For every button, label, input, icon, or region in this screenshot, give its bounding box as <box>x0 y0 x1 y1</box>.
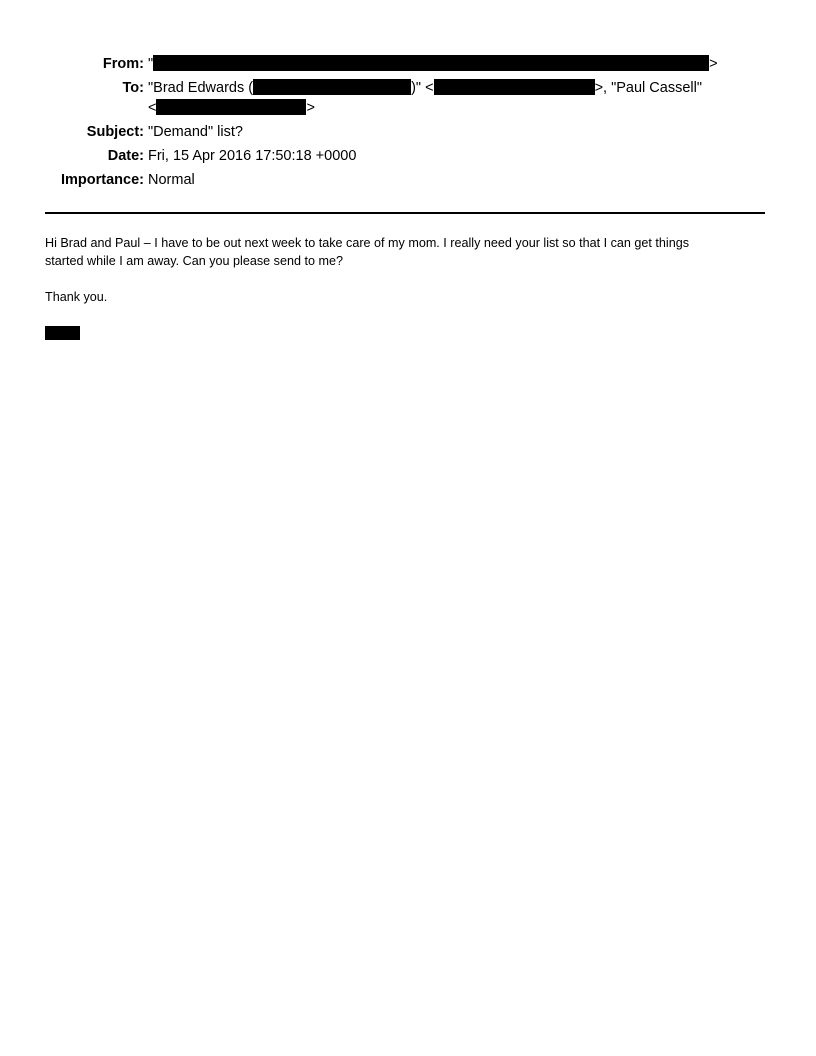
to-part1: "Brad Edwards ( <box>148 80 254 96</box>
subject-row <box>0 123 816 145</box>
to-line2-prefix: < <box>148 100 157 116</box>
from-suffix: > <box>709 56 718 72</box>
message-paragraph <box>45 234 765 270</box>
from-value <box>148 55 718 73</box>
from-row <box>0 55 816 77</box>
subject-label: Subject: <box>86 124 144 140</box>
message-line: Hi Brad and Paul – I have to be out next week to take care of my mom. I really need your list so that I can get things <box>45 236 690 250</box>
date-label: Date: <box>107 148 144 164</box>
to-value <box>148 79 702 97</box>
signature-redaction-box <box>45 326 80 340</box>
redaction-box <box>156 99 306 115</box>
to-value-line2 <box>148 99 315 117</box>
date-value: Fri, 15 Apr 2016 17:50:18 +0000 <box>148 148 357 164</box>
redaction-box <box>253 79 411 95</box>
to-row <box>0 79 816 101</box>
to-part3: >, "Paul Cassell" <box>594 80 702 96</box>
closing-text: Thank you. <box>45 290 108 304</box>
importance-label: Importance: <box>61 172 144 188</box>
redaction-box <box>434 79 595 95</box>
importance-value: Normal <box>148 172 195 188</box>
to-line2-suffix: > <box>306 100 315 116</box>
from-prefix: " <box>148 56 154 72</box>
to-label: To: <box>122 80 144 96</box>
importance-row <box>0 171 816 193</box>
redaction-box <box>153 55 709 71</box>
subject-value: "Demand" list? <box>148 124 243 140</box>
to-row-continued <box>0 99 816 121</box>
to-part2: )" < <box>411 80 434 96</box>
date-row <box>0 147 816 169</box>
message-line: started while I am away. Can you please send to me? <box>45 254 343 268</box>
from-label: From: <box>102 56 144 72</box>
header-divider <box>45 212 765 214</box>
